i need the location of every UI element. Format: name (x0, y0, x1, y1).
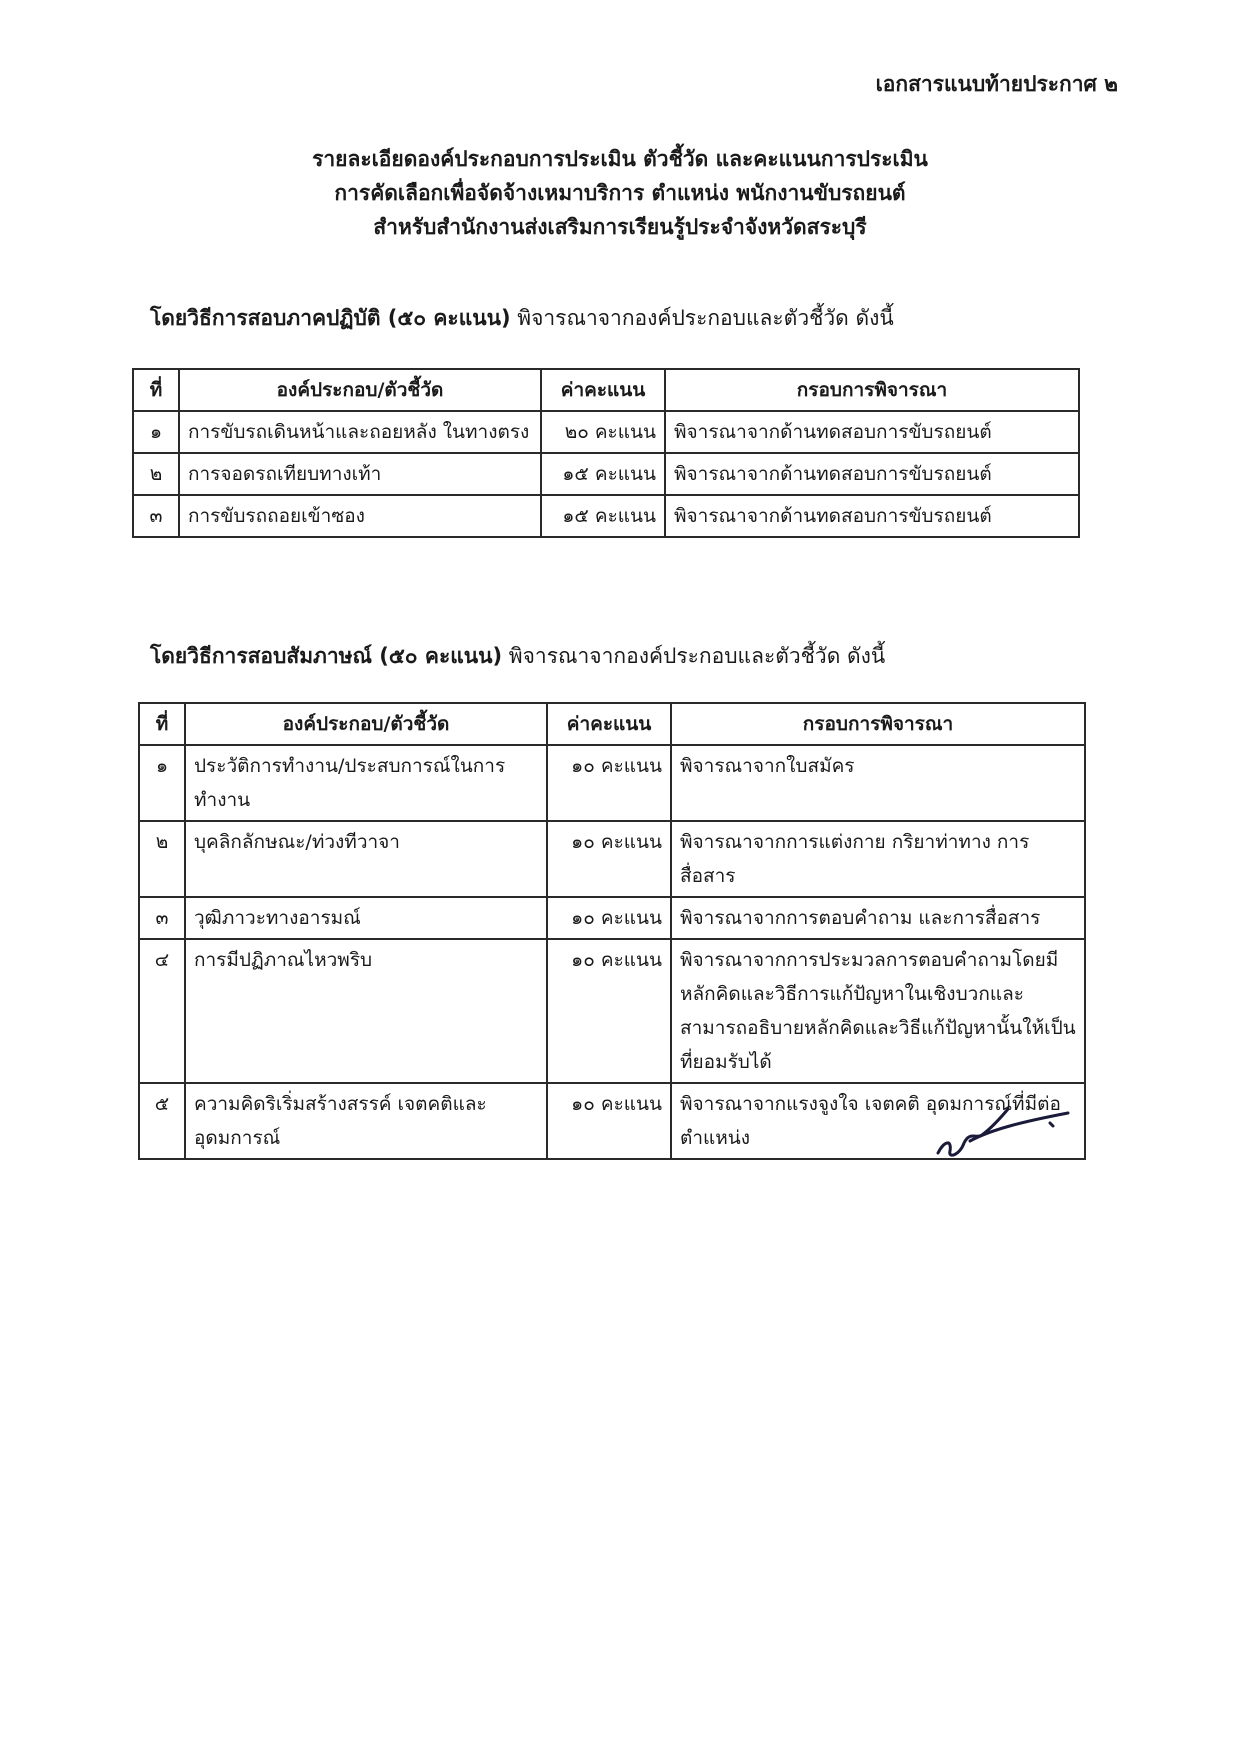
row-component: บุคลิกลักษณะ/ท่วงทีวาจา (185, 821, 547, 897)
header-no: ที่ (133, 369, 179, 411)
row-component: การขับรถถอยเข้าซอง (179, 495, 541, 537)
document-title (120, 142, 1120, 244)
row-score: ๑๐ คะแนน (547, 745, 671, 821)
row-no: ๒ (133, 453, 179, 495)
row-score: ๑๕ คะแนน (541, 453, 665, 495)
row-no: ๔ (139, 939, 185, 1083)
row-no: ๓ (139, 897, 185, 939)
header-criteria: กรอบการพิจารณา (671, 703, 1085, 745)
table-row (133, 453, 1079, 495)
header-score: ค่าคะแนน (547, 703, 671, 745)
section-practical-heading (150, 302, 894, 335)
row-component: การขับรถเดินหน้าและถอยหลัง ในทางตรง (179, 411, 541, 453)
table-row (139, 939, 1085, 1083)
row-criteria: พิจารณาจากด้านทดสอบการขับรถยนต์ (665, 411, 1079, 453)
header-component: องค์ประกอบ/ตัวชี้วัด (185, 703, 547, 745)
header-score: ค่าคะแนน (541, 369, 665, 411)
row-criteria: พิจารณาจากการแต่งกาย กริยาท่าทาง การสื่อสาร (671, 821, 1085, 897)
row-score: ๑๐ คะแนน (547, 897, 671, 939)
header-criteria: กรอบการพิจารณา (665, 369, 1079, 411)
practical-test-table (132, 368, 1080, 538)
table-row (133, 411, 1079, 453)
row-no: ๒ (139, 821, 185, 897)
section-interview-heading (150, 640, 885, 673)
title-line-1: รายละเอียดองค์ประกอบการประเมิน ตัวชี้วัด และคะแนนการประเมิน (312, 147, 928, 171)
header-component: องค์ประกอบ/ตัวชี้วัด (179, 369, 541, 411)
signature (930, 1095, 1080, 1165)
table-row (133, 495, 1079, 537)
table-row (139, 745, 1085, 821)
section-practical-heading-rest: พิจารณาจากองค์ประกอบและตัวชี้วัด ดังนี้ (510, 306, 894, 330)
row-score: ๒๐ คะแนน (541, 411, 665, 453)
table-header-row (139, 703, 1085, 745)
row-no: ๑ (133, 411, 179, 453)
row-criteria: พิจารณาจากใบสมัคร (671, 745, 1085, 821)
row-criteria: พิจารณาจากด้านทดสอบการขับรถยนต์ (665, 453, 1079, 495)
row-component: การจอดรถเทียบทางเท้า (179, 453, 541, 495)
title-line-2: การคัดเลือกเพื่อจัดจ้างเหมาบริการ ตำแหน่ง พนักงานขับรถยนต์ (334, 181, 906, 205)
row-criteria: พิจารณาจากการประมวลการตอบคำถามโดยมีหลักคิดและวิธีการแก้ปัญหาในเชิงบวกและสามารถอธิบายหลักคิดและวิธีแก้ปัญหานั้นให้เป็นที่ยอมรับได้ (671, 939, 1085, 1083)
section-interview-heading-rest: พิจารณาจากองค์ประกอบและตัวชี้วัด ดังนี้ (502, 644, 886, 668)
title-line-3: สำหรับสำนักงานส่งเสริมการเรียนรู้ประจำจังหวัดสระบุรี (373, 215, 867, 239)
row-component: ประวัติการทำงาน/ประสบการณ์ในการทำงาน (185, 745, 547, 821)
section-interview-heading-bold: โดยวิธีการสอบสัมภาษณ์ (๕๐ คะแนน) (150, 644, 503, 668)
header-no: ที่ (139, 703, 185, 745)
row-score: ๑๐ คะแนน (547, 939, 671, 1083)
row-criteria: พิจารณาจากด้านทดสอบการขับรถยนต์ (665, 495, 1079, 537)
row-no: ๕ (139, 1083, 185, 1159)
row-criteria: พิจารณาจากการตอบคำถาม และการสื่อสาร (671, 897, 1085, 939)
table-row (139, 897, 1085, 939)
row-criteria: พิจารณาจากแรงจูงใจ เจตคติ อุดมการณ์ที่มีต่อตำแหน่ง (671, 1083, 1085, 1159)
row-score: ๑๐ คะแนน (547, 821, 671, 897)
row-score: ๑๐ คะแนน (547, 1083, 671, 1159)
row-component: การมีปฏิภาณไหวพริบ (185, 939, 547, 1083)
interview-table (138, 702, 1086, 1160)
annex-label: เอกสารแนบท้ายประกาศ ๒ (875, 72, 1118, 96)
section-practical-heading-bold: โดยวิธีการสอบภาคปฏิบัติ (๕๐ คะแนน) (150, 306, 511, 330)
table-header-row (133, 369, 1079, 411)
table-row (139, 821, 1085, 897)
row-no: ๓ (133, 495, 179, 537)
row-no: ๑ (139, 745, 185, 821)
row-component: วุฒิภาวะทางอารมณ์ (185, 897, 547, 939)
row-score: ๑๕ คะแนน (541, 495, 665, 537)
row-component: ความคิดริเริ่มสร้างสรรค์ เจตคติและอุดมการณ์ (185, 1083, 547, 1159)
